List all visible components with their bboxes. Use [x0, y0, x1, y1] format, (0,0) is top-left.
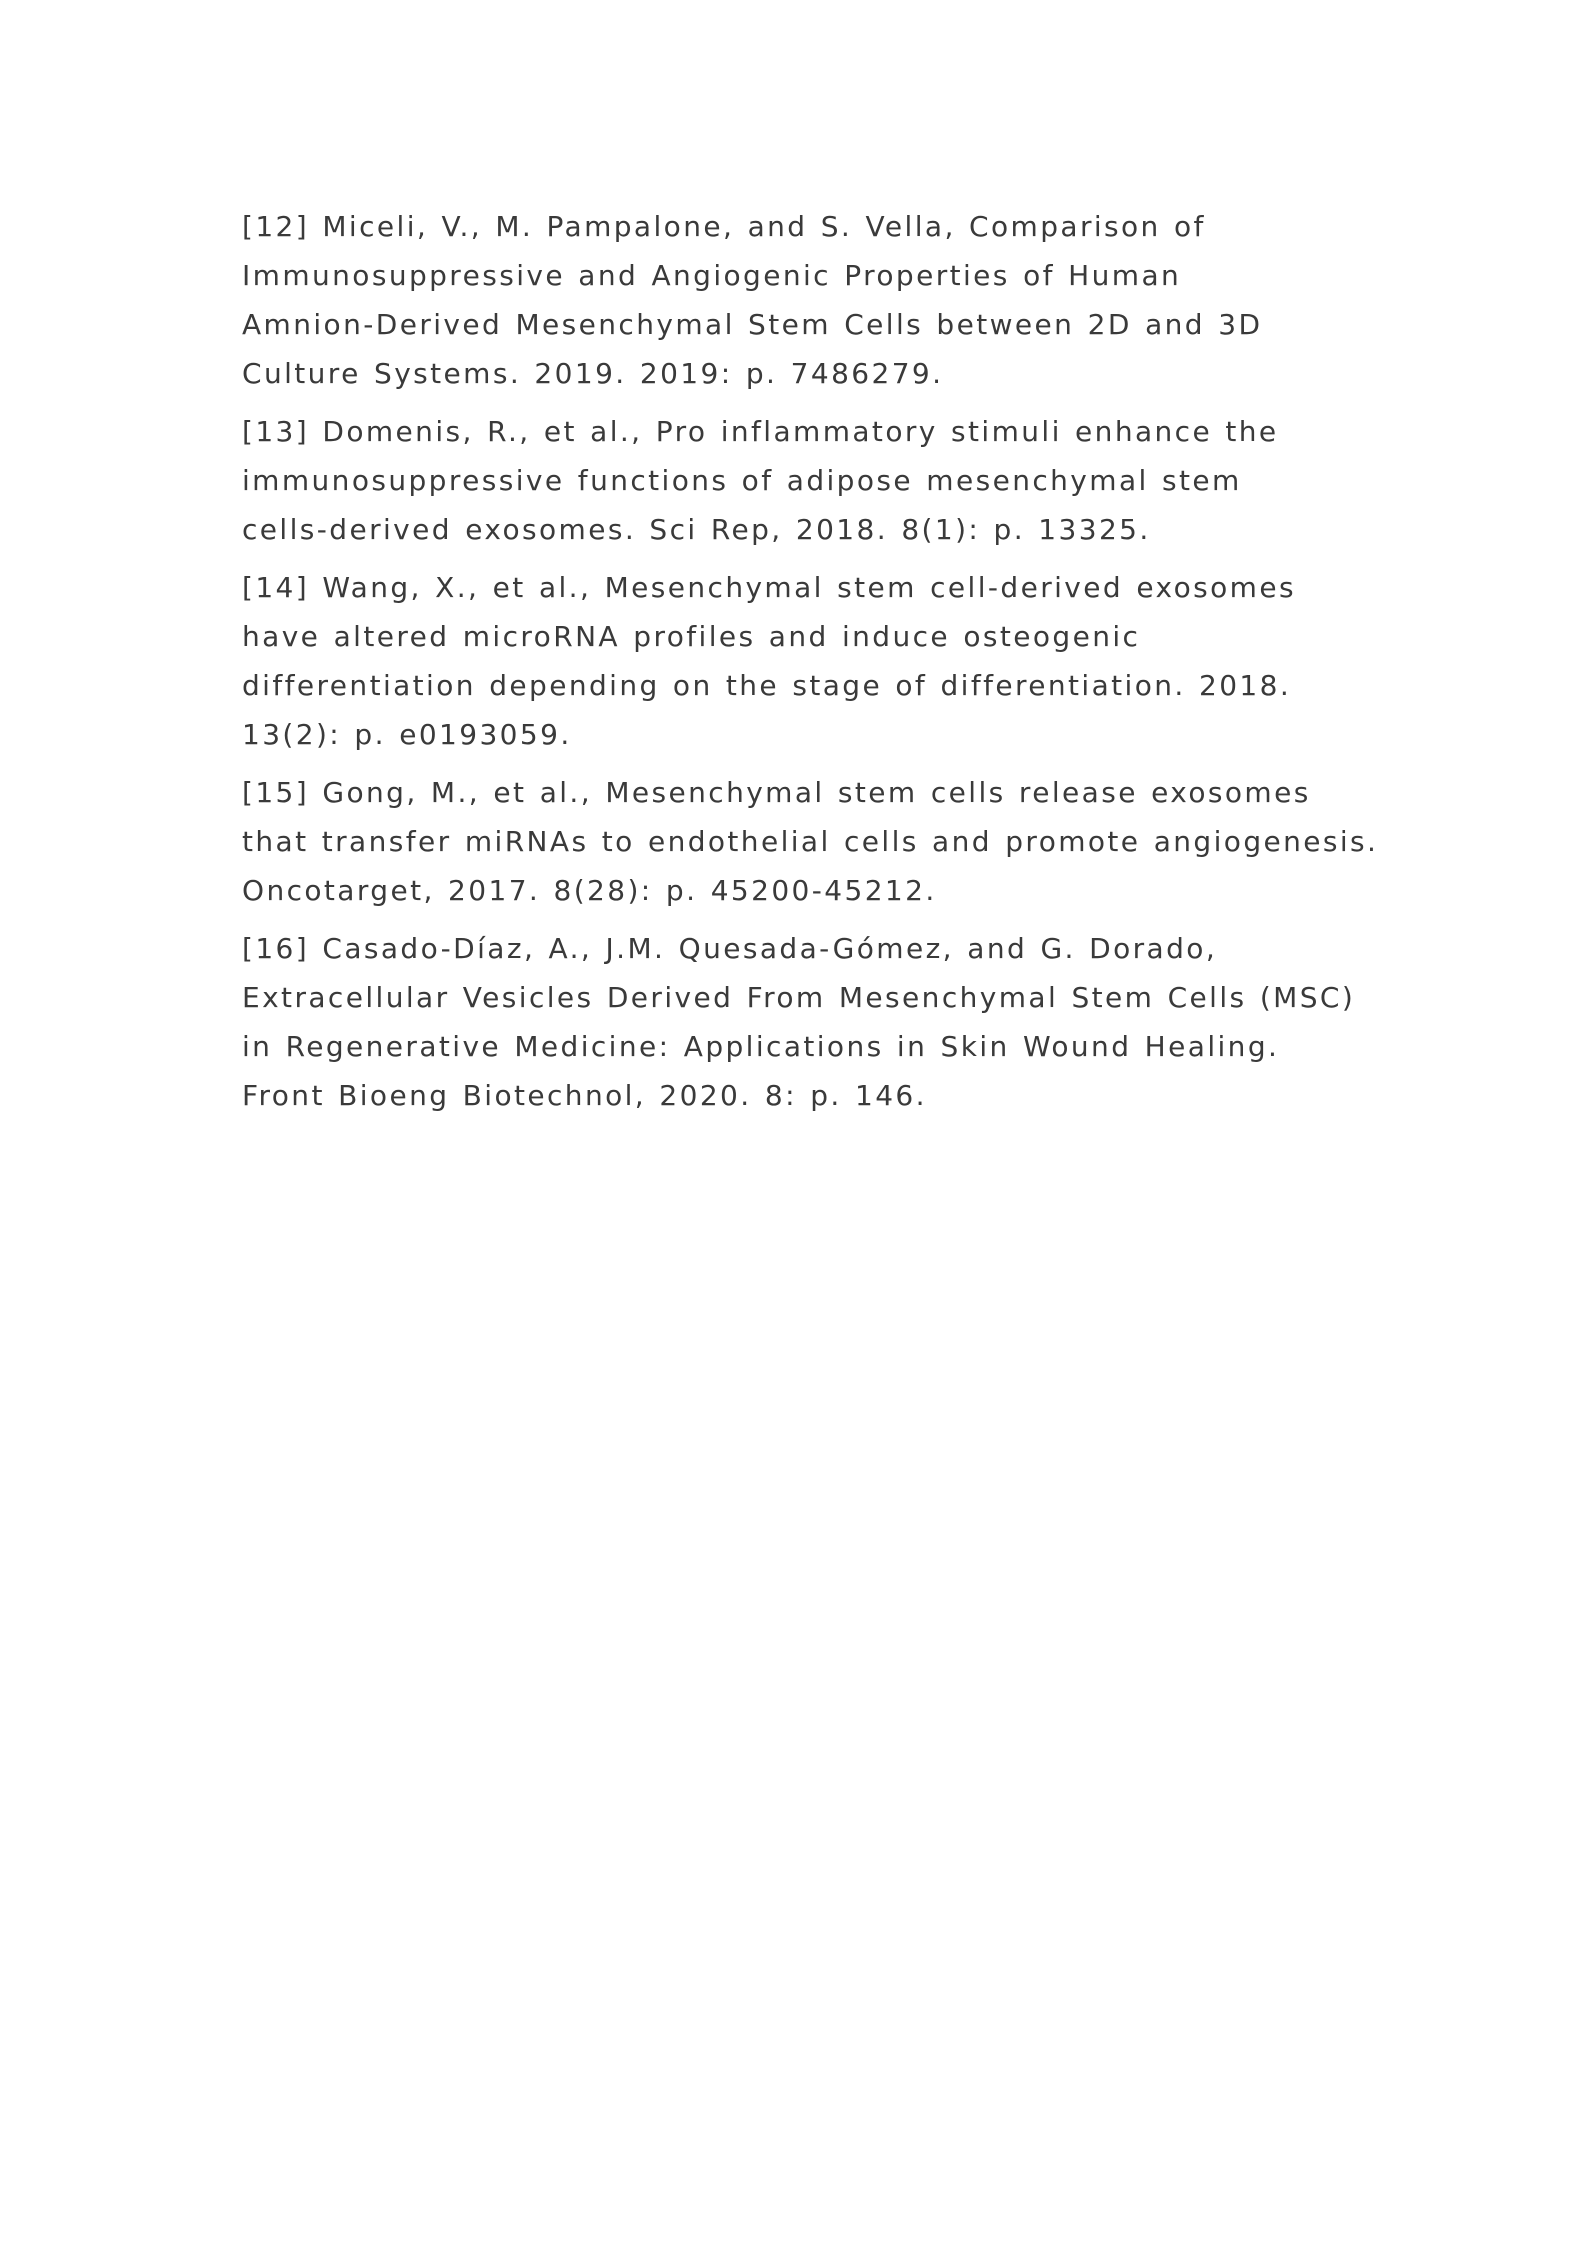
reference-line: differentiation depending on the stage of differentiation. 2018. [242, 669, 1292, 702]
reference-line: [16] Casado-Díaz, A., J.M. Quesada-Gómez, and G. Dorado, [242, 932, 1218, 965]
reference-15 [242, 768, 1379, 915]
reference-line: Oncotarget, 2017. 8(28): p. 45200-45212. [242, 874, 937, 907]
reference-line: Culture Systems. 2019. 2019: p. 7486279. [242, 357, 944, 390]
reference-13 [242, 407, 1372, 554]
reference-14 [242, 563, 1372, 759]
reference-line: [15] Gong, M., et al., Mesenchymal stem cells release exosomes [242, 776, 1311, 809]
reference-12 [242, 202, 1372, 398]
reference-16 [242, 924, 1372, 1120]
reference-line: 13(2): p. e0193059. [242, 718, 572, 751]
reference-line: that transfer miRNAs to endothelial cells and promote angiogenesis. [242, 825, 1379, 858]
reference-line: Extracellular Vesicles Derived From Mesenchymal Stem Cells (MSC) [242, 981, 1356, 1014]
reference-line: in Regenerative Medicine: Applications in Skin Wound Healing. [242, 1030, 1280, 1063]
reference-line: [14] Wang, X., et al., Mesenchymal stem cell-derived exosomes [242, 571, 1296, 604]
reference-line: Amnion-Derived Mesenchymal Stem Cells between 2D and 3D [242, 308, 1263, 341]
reference-list [242, 202, 1379, 1129]
reference-line: immunosuppressive functions of adipose mesenchymal stem [242, 464, 1242, 497]
reference-line: [12] Miceli, V., M. Pampalone, and S. Vella, Comparison of [242, 210, 1206, 243]
reference-line: [13] Domenis, R., et al., Pro inflammatory stimuli enhance the [242, 415, 1279, 448]
reference-line: Front Bioeng Biotechnol, 2020. 8: p. 146. [242, 1079, 927, 1112]
reference-line: Immunosuppressive and Angiogenic Properties of Human [242, 259, 1182, 292]
reference-line: have altered microRNA profiles and induce osteogenic [242, 620, 1141, 653]
reference-line: cells-derived exosomes. Sci Rep, 2018. 8(1): p. 13325. [242, 513, 1151, 546]
